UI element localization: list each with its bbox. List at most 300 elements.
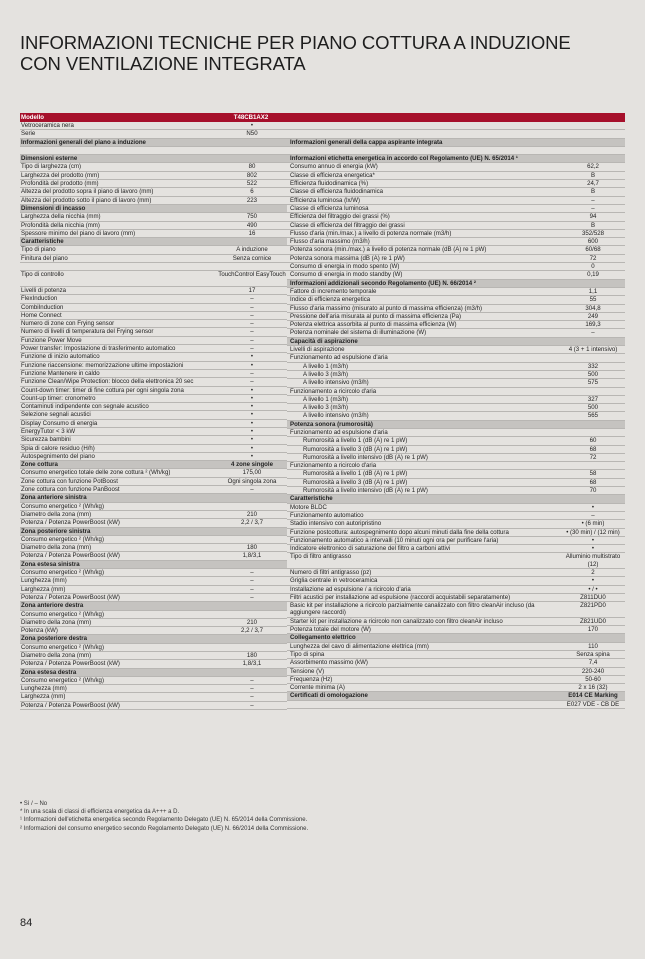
hood-row-value: 24,7 xyxy=(587,180,599,188)
hob-row-label: Tipo di larghezza (cm) xyxy=(21,163,82,171)
hob-row-value: – xyxy=(250,311,254,319)
hood-row xyxy=(287,479,625,487)
hood-row-value: • (30 min) / (12 min) xyxy=(566,528,620,536)
hob-row-value: 4 zone singole xyxy=(231,461,273,469)
hob-row xyxy=(20,486,287,494)
hob-row-label: Diametro della zona (mm) xyxy=(21,652,92,659)
hob-row-value: 17 xyxy=(248,286,256,294)
hood-row-label: Starter kit per installazione a ricircolo non canalizzato con filtro cleanAir incluso xyxy=(290,617,503,625)
hood-row xyxy=(287,470,625,478)
hob-row-label: Caratteristiche xyxy=(21,238,64,246)
hood-section-row xyxy=(287,338,625,346)
hob-row-label: Home Connect xyxy=(21,311,62,319)
hob-row xyxy=(20,255,287,263)
hob-row-value: 180 xyxy=(246,544,258,552)
hob-row xyxy=(20,420,287,428)
hood-row xyxy=(287,363,625,371)
hood-row-value: 575 xyxy=(587,379,599,387)
hood-row xyxy=(287,529,625,537)
hood-row-label: Rumorosità a livello 1 (dB (A) re 1 pW) xyxy=(303,437,408,445)
hob-row-value: 750 xyxy=(246,213,258,221)
hob-row xyxy=(20,503,287,511)
hood-row xyxy=(287,626,625,634)
hood-row-label: Funzione postcottura: autospegnimento dopo alcuni minuti dalla fine della cottura xyxy=(290,528,509,536)
hood-row-value: Z821UD0 xyxy=(579,617,607,625)
hob-row xyxy=(20,362,287,370)
hob-row-label: Serie xyxy=(21,130,36,138)
hob-row-label: Count-down timer: timer di fine cottura per ogni singola zona xyxy=(21,386,184,394)
hob-row-label: Spia di calore residuo (H/h) xyxy=(21,444,95,452)
hob-row xyxy=(20,320,287,328)
hob-row-value xyxy=(217,147,287,154)
hob-row-label: Potenza / Potenza PowerBoost (kW) xyxy=(21,701,120,709)
hob-row xyxy=(20,370,287,378)
hood-row-value: 0 xyxy=(591,263,595,271)
hood-section-row xyxy=(287,495,625,503)
hood-row-value: 110 xyxy=(588,642,598,650)
hob-row-label: Altezza del prodotto sopra il piano di lavoro (mm) xyxy=(21,188,154,196)
hob-row xyxy=(20,147,287,155)
hood-row-label xyxy=(287,122,561,129)
hood-row-label: A livello 3 (m3/h) xyxy=(303,404,349,412)
hood-row xyxy=(287,462,625,470)
hob-row-label: Zona anteriore sinistra xyxy=(21,494,87,502)
footnotes xyxy=(20,800,308,833)
hood-row-value xyxy=(561,495,625,502)
hob-row-label: Funzione Clean/Wipe Protection: blocco della elettronica 20 sec xyxy=(21,378,194,386)
hob-row-label: Sicurezza bambini xyxy=(21,436,71,444)
hood-row-label: Rumorosità a livello 3 (dB (A) re 1 pW) xyxy=(303,445,408,453)
hob-row xyxy=(20,328,287,336)
hob-row-value: • xyxy=(250,411,254,419)
hob-row-value: – xyxy=(250,295,254,303)
hob-section-row xyxy=(20,238,287,246)
hood-row-label: Certificati di omologazione xyxy=(290,692,368,700)
hob-row-label: Funzione Mantenere in caldo xyxy=(21,369,100,377)
hood-row-label: Tipo di filtro antigrasso xyxy=(290,553,352,561)
hob-row xyxy=(20,685,287,693)
hob-row-label: Tipo di piano xyxy=(21,246,56,254)
hob-row-value: • xyxy=(250,361,254,369)
hood-row-label: Funzionamento a ricircolo d'aria xyxy=(290,387,377,395)
hob-row xyxy=(20,428,287,436)
hood-row-label: Rumorosità a livello 1 (dB (A) re 1 pW) xyxy=(303,470,408,478)
hood-row xyxy=(287,130,625,138)
hood-row-label: Flusso d'aria (min./max.) a livello di potenza normale (m3/h) xyxy=(290,229,452,237)
hood-row-value: B xyxy=(590,188,596,196)
hood-row xyxy=(287,329,625,337)
hob-section-row xyxy=(20,139,287,147)
hob-row-value: 490 xyxy=(246,221,258,229)
hood-row xyxy=(287,651,625,659)
header-label: Modello xyxy=(21,113,45,121)
hood-row-value: 55 xyxy=(589,296,597,304)
hob-row-label: Tipo di controllo xyxy=(21,271,64,279)
hob-row-label: Diametro della zona (mm) xyxy=(21,618,92,626)
hob-row-label: Profondità della nicchia (mm) xyxy=(21,221,100,229)
hood-row-label: Indicatore elettronico di saturazione del filtro a carboni attivi xyxy=(290,545,451,553)
hob-row xyxy=(20,197,287,205)
hood-row-label xyxy=(287,130,561,137)
hood-row-label: Funzionamento ad espulsione d'aria xyxy=(290,354,388,362)
hob-row xyxy=(20,345,287,353)
hood-row xyxy=(287,230,625,238)
hob-row-label: Profondità del prodotto (mm) xyxy=(21,180,99,188)
hob-row-label: Display Consumo di energia xyxy=(21,419,98,427)
hood-row-value xyxy=(561,122,625,129)
hob-row xyxy=(20,511,287,519)
hob-row-label: Power transfer: Impostazione di trasferimento automatico xyxy=(21,345,176,353)
hood-row-value: 68 xyxy=(589,478,597,486)
hood-row xyxy=(287,437,625,445)
hob-row-label: Larghezza del prodotto (mm) xyxy=(21,171,100,179)
hob-row-value xyxy=(217,602,287,609)
hob-row-label: Finitura del piano xyxy=(21,254,68,262)
title-line-2: CON VENTILAZIONE INTEGRATA xyxy=(20,53,306,74)
hood-section-row xyxy=(287,280,625,288)
hood-row-value: B xyxy=(590,171,596,179)
hood-row-value: – xyxy=(591,511,595,519)
hob-row-value xyxy=(217,536,287,543)
footnote: • Sì / – No xyxy=(20,801,48,807)
hob-row-value: – xyxy=(250,693,254,701)
hob-row xyxy=(20,644,287,652)
hood-row-label: A livello 1 (m3/h) xyxy=(303,395,349,403)
hob-section-row xyxy=(20,205,287,213)
hood-row-value: 249 xyxy=(587,312,599,320)
hob-row xyxy=(20,411,287,419)
hood-row-label: Fattore di incremento temporale xyxy=(290,287,377,295)
hood-row xyxy=(287,504,625,512)
hood-row-value: 565 xyxy=(587,412,599,420)
hood-row xyxy=(287,379,625,387)
hob-row-value: – xyxy=(250,486,254,494)
hood-row xyxy=(287,305,625,313)
hob-section-row xyxy=(20,602,287,610)
hob-row xyxy=(20,287,287,295)
hood-row-value xyxy=(561,462,625,469)
hood-row-value: 72 xyxy=(589,254,597,262)
hob-section-row xyxy=(20,494,287,502)
hob-row-label xyxy=(20,147,217,154)
hood-row xyxy=(287,222,625,230)
hood-row xyxy=(287,172,625,180)
hood-row xyxy=(287,163,625,171)
hood-row-value xyxy=(561,634,625,641)
hood-row-label xyxy=(287,147,561,154)
hood-row-label: Installazione ad espulsione / a ricircolo d'aria xyxy=(290,585,411,593)
hob-row xyxy=(20,436,287,444)
hob-row-value: – xyxy=(250,320,254,328)
hob-row xyxy=(20,163,287,171)
hob-section-row xyxy=(20,528,287,536)
hob-row xyxy=(20,188,287,196)
hob-row-value: – xyxy=(250,676,254,684)
hood-row xyxy=(287,296,625,304)
hob-row-value: – xyxy=(250,378,254,386)
hob-row-label: Diametro della zona (mm) xyxy=(21,510,92,518)
hood-row-value: 169,3 xyxy=(585,321,601,329)
hob-row xyxy=(20,536,287,544)
footnote: ¹ Informazioni dell'etichetta energetica secondo Regolamento Delegato (UE) N. 65/2014 della Commissione. xyxy=(20,817,308,824)
hood-row-label: Flusso d'aria massimo (m3/h) xyxy=(290,238,370,246)
hob-row xyxy=(20,180,287,188)
hob-row xyxy=(20,172,287,180)
table-columns xyxy=(20,122,625,710)
hood-row xyxy=(287,313,625,321)
hob-row-label: Numero di zone con Frying sensor xyxy=(21,320,115,328)
hood-row-value: • xyxy=(591,545,595,553)
hood-row-value: 50-60 xyxy=(585,675,601,683)
hob-row-value: – xyxy=(250,369,254,377)
hood-row-value: • xyxy=(591,503,595,511)
hob-row xyxy=(20,619,287,627)
hood-row xyxy=(287,180,625,188)
hob-row-label: Autospegnimento del piano xyxy=(21,452,95,460)
hood-row-value: • (6 min) xyxy=(581,520,605,528)
hob-row xyxy=(20,230,287,238)
hood-row-value: • / • xyxy=(588,585,598,593)
hood-row-value: Z811DU0 xyxy=(580,593,606,601)
hob-row xyxy=(20,378,287,386)
hob-section-row xyxy=(20,155,287,163)
hood-row xyxy=(287,659,625,667)
hob-row-value xyxy=(217,611,287,618)
hob-row xyxy=(20,304,287,312)
hob-row-value: – xyxy=(250,303,254,311)
hob-row-value: • xyxy=(250,122,254,129)
hob-row xyxy=(20,660,287,668)
hob-row xyxy=(20,130,287,138)
hood-row-value: B xyxy=(590,221,596,229)
hood-row xyxy=(287,602,625,618)
hood-row xyxy=(287,577,625,585)
hob-spec-column xyxy=(20,122,287,710)
hood-row-label: Informazioni generali della cappa aspirante integrata xyxy=(290,138,443,146)
hob-row-label: Contaminuti indipendente con segnale acustico xyxy=(21,403,149,411)
hob-row-value xyxy=(217,669,287,676)
hob-row xyxy=(20,611,287,619)
hob-row-value: – xyxy=(250,585,254,593)
footnote: ² Informazioni del consumo energetico secondo Regolamento Delegato (UE) N. 66/2014 della Commissione. xyxy=(20,825,309,832)
page-number: 84 xyxy=(20,917,33,929)
hob-row xyxy=(20,702,287,710)
hob-row-label: Lunghezza (mm) xyxy=(21,685,67,693)
hob-row-label: EnergyTutor < 3 kW xyxy=(21,427,76,435)
hob-row-label xyxy=(20,263,217,270)
hood-row-value: 7,4 xyxy=(588,659,598,667)
hood-row-value xyxy=(561,429,625,436)
hood-row xyxy=(287,701,625,709)
hood-row-label: Informazioni addizionali secondo Regolamento (UE) N. 66/2014 ² xyxy=(290,279,476,287)
hob-row-label: Funzione Power Move xyxy=(21,336,82,344)
hob-row-label: FlexInduction xyxy=(21,295,58,303)
hob-row-label: Potenza (kW) xyxy=(21,627,58,635)
hood-row xyxy=(287,545,625,553)
hood-row-label: Rumorosità a livello 3 (dB (A) re 1 pW) xyxy=(303,478,408,486)
hob-row-label: Informazioni generali del piano a induzione xyxy=(21,138,146,146)
hob-row-value xyxy=(217,155,287,162)
hood-row-label: Consumo di energia in modo spento (W) xyxy=(290,263,400,271)
hob-section-row xyxy=(20,561,287,569)
hood-row-label: Efficienza fluidodinamica (%) xyxy=(290,180,369,188)
hood-row-label: Potenza sonora massima (dB (A) re 1 pW) xyxy=(290,254,405,262)
hood-row-label: A livello intensivo (m3/h) xyxy=(303,379,369,387)
hood-row-label: Informazioni etichetta energetica in accordo col Regolamento (UE) N. 65/2014 ¹ xyxy=(290,155,518,163)
hob-row xyxy=(20,263,287,271)
hood-row-label: Livelli di aspirazione xyxy=(290,346,345,354)
hood-section-row xyxy=(287,634,625,642)
hob-row xyxy=(20,469,287,477)
hob-row xyxy=(20,445,287,453)
hood-row xyxy=(287,388,625,396)
hob-row xyxy=(20,395,287,403)
hob-row-value xyxy=(217,139,287,146)
footnote: * In una scala di classi di efficienza energetica da A+++ a D. xyxy=(20,809,180,816)
hood-row-value: 72 xyxy=(589,453,597,461)
hob-row xyxy=(20,594,287,602)
hood-row-value: 500 xyxy=(587,404,599,412)
hood-row-label: Filtri acustici per installazione ad espulsione (raccordi acquistabili separatamente) xyxy=(290,593,511,601)
hood-row xyxy=(287,321,625,329)
hob-row-value: • xyxy=(250,353,254,361)
hood-row-value: 62,2 xyxy=(587,163,599,171)
table-header xyxy=(20,113,625,122)
hob-row-label: Funzione di inizio automatico xyxy=(21,353,100,361)
hob-row-label: Zone cottura con funzione PotBoost xyxy=(21,477,118,485)
hob-row-value: • xyxy=(250,436,254,444)
hob-row-value xyxy=(217,238,287,245)
hob-row-value: – xyxy=(250,328,254,336)
hood-row-label: A livello 3 (m3/h) xyxy=(303,370,349,378)
hob-row xyxy=(20,246,287,254)
hood-row xyxy=(287,205,625,213)
hood-row-value: • xyxy=(591,577,595,585)
hood-row xyxy=(287,238,625,246)
hob-row-value: N50 xyxy=(246,130,258,138)
hood-spec-column xyxy=(287,122,625,710)
hood-row xyxy=(287,404,625,412)
hob-row-label: Spessore minimo del piano di lavoro (mm) xyxy=(21,229,136,237)
hood-row-label: Funzionamento automatico xyxy=(290,511,364,519)
hob-row-value: • xyxy=(250,444,254,452)
hood-row-value xyxy=(561,354,625,361)
hob-row xyxy=(20,312,287,320)
hood-row-label: Frequenza (Hz) xyxy=(290,675,333,683)
hood-row-label: Funzionamento ad espulsione d'aria xyxy=(290,428,388,436)
hood-row-label: Griglia centrale in vetroceramica xyxy=(290,577,378,585)
hood-row xyxy=(287,520,625,528)
hob-section-row xyxy=(20,461,287,469)
hob-row-label: Livelli di potenza xyxy=(21,286,67,294)
hood-row-value: 60/68 xyxy=(585,246,601,254)
hob-row xyxy=(20,552,287,560)
title-line-1: INFORMAZIONI TECNICHE PER PIANO COTTURA A INDUZIONE xyxy=(20,32,571,53)
hood-row-label: Potenza nominale del sistema di illuminazione (W) xyxy=(290,329,427,337)
hob-row-value: 2,2 / 3,7 xyxy=(240,627,264,635)
hob-row-value: 210 xyxy=(246,618,258,626)
hood-row-label: Efficienza del filtraggio dei grassi (%) xyxy=(290,213,390,221)
hood-row-value: 352/528 xyxy=(581,229,605,237)
hood-row xyxy=(287,684,625,692)
hood-row-value: Alluminio multistrato (12) xyxy=(565,553,621,568)
hood-row-label: Flusso d'aria massimo (misurato al punto di massima efficienza) (m3/h) xyxy=(290,304,483,312)
hood-row-value xyxy=(561,147,625,154)
hob-row-value xyxy=(217,528,287,535)
hood-row-value: 220-240 xyxy=(581,667,605,675)
hob-row-value: 175,00 xyxy=(242,469,262,477)
hood-row-value: 600 xyxy=(587,238,599,246)
hob-row-label: Consumo energetico totale delle zone cottura ² (Wh/kg) xyxy=(21,469,171,477)
hood-row-value: • xyxy=(591,536,595,544)
hood-row-value: – xyxy=(591,329,595,337)
hob-row-label: Selezione segnali acustici xyxy=(21,411,91,419)
hob-row xyxy=(20,586,287,594)
hob-row-value: 1,8/3,1 xyxy=(242,552,262,560)
hob-row-value xyxy=(217,205,287,212)
hood-row-value: 0,19 xyxy=(587,271,599,279)
hob-row-label: Potenza / Potenza PowerBoost (kW) xyxy=(21,519,120,527)
hob-row-value: 6 xyxy=(250,188,254,196)
hood-row xyxy=(287,255,625,263)
hob-row-value xyxy=(217,263,287,270)
hob-row xyxy=(20,519,287,527)
hob-row-value: • xyxy=(250,419,254,427)
hob-row-label: Consumo energetico ² (Wh/kg) xyxy=(21,610,104,618)
hood-row-value: Z821PD0 xyxy=(580,602,606,610)
hob-row-value xyxy=(217,503,287,510)
hob-row-value: 16 xyxy=(248,229,256,237)
hood-row-value: – xyxy=(591,196,595,204)
hob-row-label: Count-up timer: cronometro xyxy=(21,394,96,402)
hob-row-label: Consumo energetico ² (Wh/kg) xyxy=(21,502,104,510)
hob-row xyxy=(20,387,287,395)
hood-row-label: A livello 1 (m3/h) xyxy=(303,362,349,370)
hob-row-label: Dimensioni di incasso xyxy=(21,204,86,212)
hood-row-label: Capacità di aspirazione xyxy=(290,337,358,345)
hood-row xyxy=(287,446,625,454)
hood-row-label: Collegamento elettrico xyxy=(290,634,356,642)
hob-row xyxy=(20,544,287,552)
hood-row xyxy=(287,396,625,404)
hob-row xyxy=(20,453,287,461)
hood-row-label: Rumorosità a livello intensivo (dB (A) re 1 pW) xyxy=(303,487,428,495)
spec-table xyxy=(20,113,625,710)
hood-row-value xyxy=(561,338,625,345)
hood-row xyxy=(287,354,625,362)
hob-row xyxy=(20,569,287,577)
hood-row xyxy=(287,346,625,354)
hood-row xyxy=(287,429,625,437)
hob-row-label: CombiInduction xyxy=(21,303,64,311)
hob-row-value xyxy=(217,644,287,651)
hood-row-value: 70 xyxy=(589,487,597,495)
hob-row-label: Dimensioni esterne xyxy=(21,155,78,163)
hood-row-value: 2 x 16 (32) xyxy=(578,684,608,692)
hood-row-value: E027 VDE - CB DE xyxy=(566,700,620,708)
hood-row-value: 60 xyxy=(589,437,597,445)
hood-row xyxy=(287,569,625,577)
hood-row-label: A livello intensivo (m3/h) xyxy=(303,412,369,420)
hob-row-label: Larghezza della nicchia (mm) xyxy=(21,213,101,221)
hob-row-value: • xyxy=(250,403,254,411)
hob-row-label: Zona estesa destra xyxy=(21,668,77,676)
hood-row-label: Consumo annuo di energia (kW) xyxy=(290,163,378,171)
hob-row-label: Potenza / Potenza PowerBoost (kW) xyxy=(21,660,120,668)
hood-row xyxy=(287,643,625,651)
hood-row xyxy=(287,553,625,569)
hood-row-label: Tipo di spina xyxy=(290,651,325,658)
